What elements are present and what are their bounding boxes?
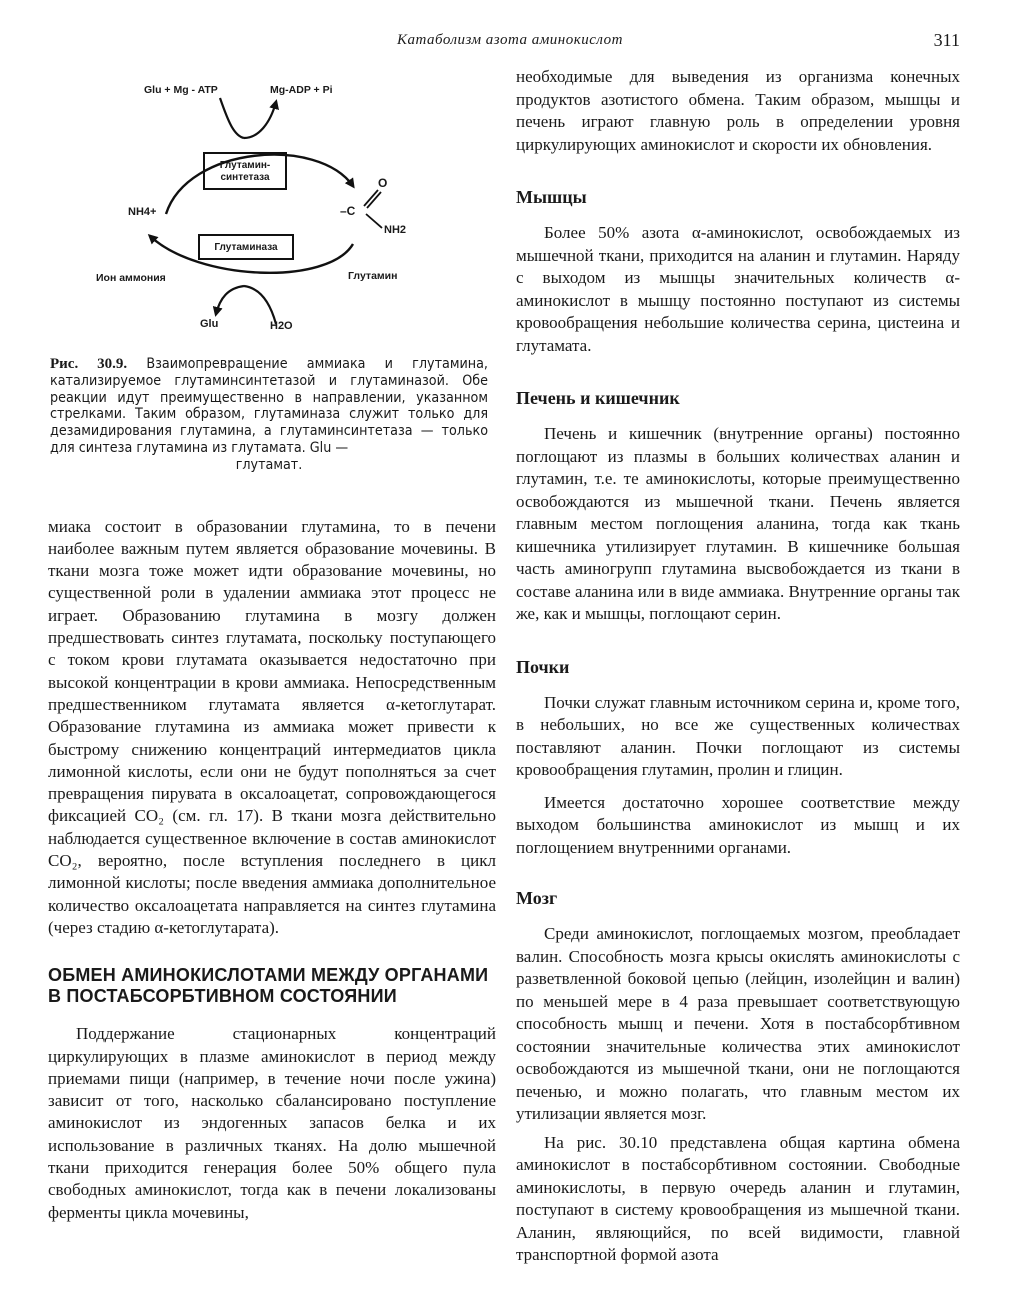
label-oxygen: O bbox=[378, 176, 388, 190]
label-mg-adp-pi: Mg-ADP + Pi bbox=[270, 84, 333, 96]
label-h2o: H2O bbox=[270, 320, 293, 332]
left-column bbox=[48, 66, 496, 1224]
caption-last-line: глутамат. bbox=[235, 456, 303, 473]
paragraph-liver: Печень и кишечник (внутренние органы) постоянно поглощают из плазмы в больших количествах аланин и глутамин, т.е. те аминокислоты, которые преимущественно освобождаются из мышечной ткани. Печень является главным местом поглощения аланина, тогда как ткань кишечника утилизирует глутамин. В кишечнике большая часть аминогрупп глутамина высвобождается из ткани в составе аланина или в виде аммиака. Внутренние органы так же, как и мышцы, поглощают серин. bbox=[516, 424, 960, 623]
running-title: Катаболизм азота аминокислот bbox=[397, 32, 623, 48]
paragraph-brain-1: Среди аминокислот, поглощаемых мозгом, преобладает валин. Способность мозга крысы окислять аминокислоты с разветвленной боковой цепью (лейцин, изолейцин и валин) по меньшей мере в 4 раза превышает соответствующую способность мышц и печени. Хотя в постабсорбтивном состоянии значительные количества этих аминокислот освобождаются из мышечной ткани, они не поглощаются печенью, и можно полагать, что главным местом их утилизации является мозг. bbox=[516, 924, 960, 1123]
label-nh4: NH4+ bbox=[128, 206, 157, 218]
label-ammonium-ion: Ион аммония bbox=[96, 272, 166, 284]
right-paragraph-0: необходимые для выведения из организма конечных продуктов азотистого обмена. Таким образом, мышцы и печень играют главную роль в определении уровня циркулирующих аминокислот и скорости их обновления. bbox=[516, 67, 960, 154]
heading-muscle: Мышцы bbox=[516, 187, 587, 207]
enzyme-glutamine-synthetase bbox=[203, 152, 287, 190]
label-glu-mg-atp: Glu + Mg - ATP bbox=[144, 84, 218, 96]
paragraph-kidney-1: Почки служат главным источником серина и, кроме того, в небольших, но все же существенных количествах поставляют аланин. Почки поглощают из системы кровообращения глутамин, пролин и глицин. bbox=[516, 692, 960, 779]
caption-label: Рис. 30.9. bbox=[50, 356, 128, 372]
reaction-cycle-svg bbox=[48, 66, 496, 356]
heading-brain: Мозг bbox=[516, 888, 558, 908]
left-paragraph-1: миака состоит в образовании глутамина, то в печени наиболее важным путем является образование мочевины. В ткани мозга тоже может идти образование мочевины, но существенной роли в удалении аммиака этот процесс не играет. Образованию глутамина в мозгу должен предшествовать синтез глутамата, поскольку поступающего с током крови глутамата оказывается недостаточно при высокой концентрации в крови аммиака. Непосредственным предшественником глутамата является α-кетоглутарат. Образование глутамина из аммиака может привести к быстрому снижению концентраций интермедиатов цикла лимонной кислоты, если они не будут пополняться за счет превращения пирувата в оксалоацетат, сопровождающегося фиксацией CO₂ (см. гл. 17). В ткани мозга действительно наблюдается существенное включение в состав аминокислот CO₂, вероятно, после вступления последнего в цикл лимонной кислоты; после введения аммиака дополнительное количество оксалоацетата направляется на синтез глутамина (через стадию α-кетоглутарата). bbox=[48, 516, 496, 937]
label-glutamine: Глутамин bbox=[348, 270, 398, 282]
paragraph-kidney-2: Имеется достаточно хорошее соответствие между выходом большинства аминокислот из мышц и их поглощением внутренними органами. bbox=[516, 792, 960, 857]
enzyme-top-line2: синтетаза bbox=[220, 172, 270, 183]
left-paragraph-2: Поддержание стационарных концентраций циркулирующих в плазме аминокислот в период между приемами пищи (например, в течение ночи после ужина) зависит от того, насколько сбалансировано поступление аминокислот из эндогенных запасов белка и их использование в различных тканях. На долю мышечной ткани приходится генерация более 50% общего пула свободных аминокислот, тогда как в печени локализованы ферменты цикла мочевины, bbox=[48, 1024, 496, 1222]
right-column bbox=[516, 66, 960, 1267]
caption-text: Взаимопревращение аммиака и глутамина, катализируемое глутаминсинтетазой и глутаминазой. Обе реакции идут преимущественно в направлении, указанном стрелками. Таким образом, глутаминаза служит только для дезамидирования глутамина, а глутаминсинтетаза — только для синтеза глутамина из глутамата. Glu — bbox=[50, 356, 488, 456]
section-heading: ОБМЕН АМИНОКИСЛОТАМИ МЕЖДУ ОРГАНАМИ В ПОСТАБСОРБТИВНОМ СОСТОЯНИИ bbox=[48, 965, 489, 1007]
figure-diagram bbox=[48, 66, 496, 356]
heading-liver: Печень и кишечник bbox=[516, 388, 680, 408]
heading-kidney: Почки bbox=[516, 656, 570, 677]
enzyme-top-line1: Глутамин- bbox=[219, 160, 271, 171]
label-glu-bottom: Glu bbox=[200, 318, 219, 330]
paragraph-muscle: Более 50% азота α-аминокислот, освобождаемых из мышечной ткани, приходится на аланин и глутамин. Наряду с выходом из мышцы значительных количеств α-аминокислот в мышцу постоянно поступают из системы кровообращения небольшие количества серина, цистеина и глутамата. bbox=[516, 223, 960, 355]
figure-caption bbox=[50, 356, 488, 474]
enzyme-glutaminase: Глутаминаза bbox=[198, 234, 294, 260]
label-nh2: NH2 bbox=[384, 224, 407, 236]
page-header bbox=[60, 28, 960, 54]
page-number: 311 bbox=[933, 30, 960, 50]
paragraph-brain-2: На рис. 30.10 представлена общая картина обмена аминокислот в постабсорбтивном состоянии. Свободные аминокислоты, в первую очередь аланин и глутамин, поступают в систему кровообращения из мышечной ткани. Аланин, являющийся, по всей видимости, главной транспортной формой азота bbox=[516, 1132, 960, 1264]
label-carbon: –C bbox=[340, 204, 356, 218]
